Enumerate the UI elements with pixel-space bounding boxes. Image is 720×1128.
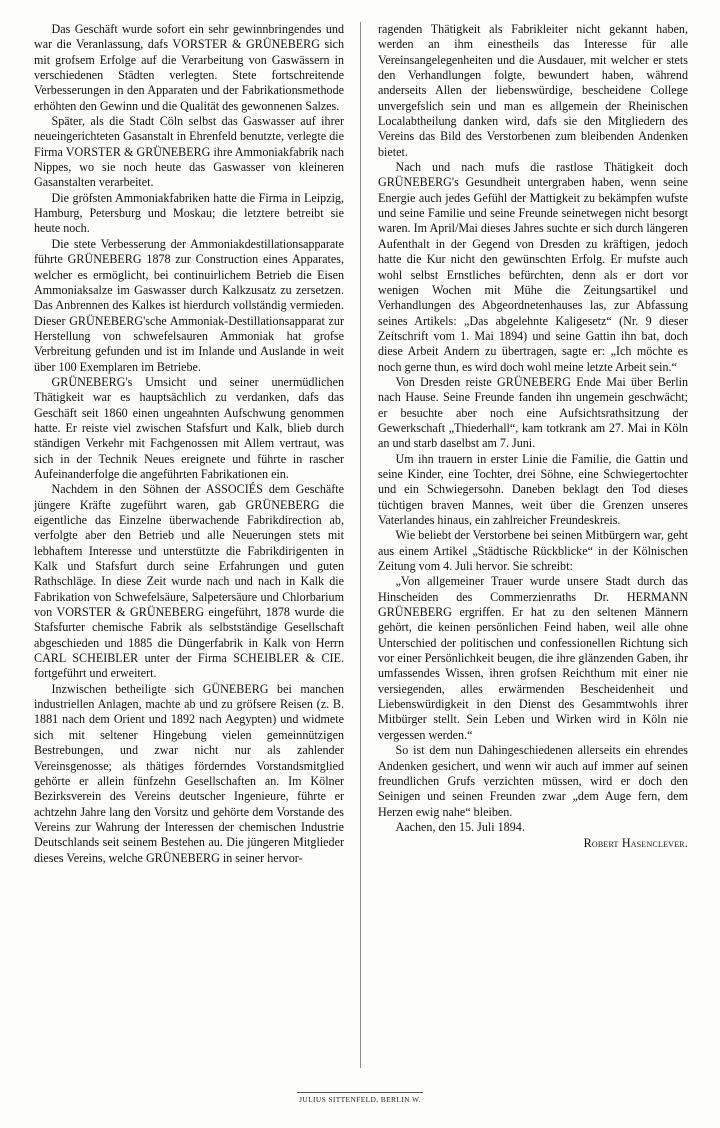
dateline: Aachen, den 15. Juli 1894. — [395, 819, 525, 834]
paragraph: Später, als die Stadt Cöln selbst das Gaswasser auf ihrer neueingerichteten Gasanstalt in Ehrenfeld benutzte, verlegte die Firma VORSTER & GRÜNEBERG ihre Ammoniakfabrik nach Nippes, wo sie noch heute das Gaswasser von kleineren Gasanstalten verarbeitet. — [34, 114, 344, 190]
footer-rule — [297, 1092, 423, 1093]
quotation-paragraph: „Von allgemeiner Trauer wurde unsere Stadt durch das Hinscheiden des Commerzienraths Dr. HERMANN GRÜNEBERG ergriffen. Er hat zu den seltenen Männern gehört, die keinen persönlichen Feind haben, weil alle ohne Unterschied der politischen und confessionellen Richtung sich vor einer Persönlichkeit beugen, die ihre glänzenden Gaben, ihr umfassendes Wissen, ihren grofsen Reichthum mit einer nie versiegenden, alles erwärmenden Bescheidenheit und Liebenswürdigkeit in den Dienst des Gesammtwohls ihrer Mitbürger stellt. Sein Leben und Wirken wird in Köln nie vergessen werden.“ — [378, 574, 688, 742]
paragraph: ragenden Thätigkeit als Fabrikleiter nicht gekannt haben, werden an ihm einestheils das Interesse für alle Vereinsangelegenheiten und die Ausdauer, mit welcher er stets den Verhandlungen folgte, bewundert haben, während anderseits Allen der liebenswürdige, bescheidene College unvergefslich sein und man es allgemein der Rheinischen Localabtheilung danken wird, dafs sie den Mitgliedern des Vereins das Bild des Verstorbenen zum bleibenden Andenken bietet. — [378, 22, 688, 159]
paragraph: GRÜNEBERG's Umsicht und seiner unermüdlichen Thätigkeit war es hauptsächlich zu verdanken, dafs das Geschäft seit 1860 einen ungeahnten Aufschwung genommen hatte. Er reiste viel zwischen Stafsfurt und Kalk, blieb durch ständigen Verkehr mit Fachgenossen mit Allem vertraut, was sich in der Technik Neues ereignete und führte in rascher Aufeinanderfolge die angeführten Fabrikationen ein. — [34, 374, 344, 481]
paragraph: Um ihn trauern in erster Linie die Familie, die Gattin und seine Kinder, eine Tochter, drei Söhne, eine Schwiegertochter und ein Schwiegersohn. Daneben beklagt den Tod dieses tüchtigen braven Mannes, weit über die Grenzen unseres Vaterlandes hinaus, ein zahlreicher Freundeskreis. — [378, 451, 688, 527]
paragraph: Nach und nach mufs die rastlose Thätigkeit doch GRÜNEBERG's Gesundheit untergraben haben, wenn seine Energie auch jedes Gefühl der Mattigkeit zu bekämpfen wufste und seine Familie und seine Freunde seinetwegen nicht besorgt waren. Im April/Mai dieses Jahres suchte er sich durch längeren Aufenthalt in der Gegend von Dresden zu kräftigen, jedoch hatte die Kur nicht den gewünschten Erfolg. Er mufste auch wohl selbst Ernstliches befürchten, denn als er dort vor wenigen Wochen mit Mühe die Zeitungsartikel und Verhandlungen des Abgeordnetenhauses las, zur Abfassung seines Artikels: „Das abgelehnte Kaligesetz“ (Nr. 9 dieser Zeitschrift vom 1. Mai 1894) und seine Gattin ihn bat, doch diese Arbeit Andern zu übertragen, sagte er: „Ich möchte es noch gerne thun, es wird doch wohl meine letzte Arbeit sein.“ — [378, 160, 688, 374]
signature: Robert Hasenclever. — [583, 836, 688, 851]
paragraph: So ist dem nun Dahingeschiedenen allerseits ein ehrendes Andenken gesichert, und wenn wir auch auf immer auf seinen freundlichen Grufs verzichten müssen, wird er doch den Seinigen und seinen Freunden zwar „dem Auge fern, dem Herzen ewig nahe“ bleiben. — [378, 743, 688, 819]
right-column — [361, 22, 688, 1068]
left-column — [34, 22, 361, 1068]
paragraph: Von Dresden reiste GRÜNEBERG Ende Mai über Berlin nach Hause. Seine Freunde fanden ihn ungemein geschwächt; er besuchte aber noch eine Aufsichtsrathsitzung der Gewerkschaft „Thiederhall“, kam totkrank am 27. Mai in Köln an und starb daselbst am 7. Juni. — [378, 374, 688, 451]
page-footer — [0, 1092, 720, 1104]
paragraph: Das Geschäft wurde sofort ein sehr gewinnbringendes und war die Veranlassung, dafs VORSTER & GRÜNEBERG sich mit grofsem Erfolge auf die Verarbeitung von Gaswässern in verschiedenen Städten verlegten. Stete fortschreitende Verbesserungen in den Apparaten und der Fabrikationsmethode erhöhten den Gewinn und die Qualität des gewonnenen Salzes. — [34, 22, 344, 113]
two-column-body — [34, 22, 688, 1068]
paragraph: Wie beliebt der Verstorbene bei seinen Mitbürgern war, geht aus einem Artikel „Städtische Rückblicke“ in der Kölnischen Zeitung vom 4. Juli hervor. Sie schreibt: — [378, 528, 688, 574]
printer-imprint: JULIUS SITTENFELD, BERLIN W. — [299, 1095, 421, 1104]
paragraph: Die stete Verbesserung der Ammoniakdestillationsapparate führte GRÜNEBERG 1878 zur Construction eines Apparates, welcher es ermöglicht, bei continuirlichem Betrieb die Eisen Ammoniaksalze im Gaswasser durch Kalkzusatz zu zersetzen. Das Anbrennen des Kalkes ist hierdurch vollständig vermieden. Dieser GRÜNEBERG'sche Ammoniak-Destillationsapparat zur Herstellung von schwefelsauren Ammoniak hat grofse Verbreitung gefunden und ist im Inlande und Auslande in weit über 100 Exemplaren im Betriebe. — [34, 236, 344, 374]
paragraph: Nachdem in den Söhnen der ASSOCIÉS dem Geschäfte jüngere Kräfte zugeführt waren, gab GRÜNEBERG die eigentliche das Einzelne überwachende Fabrikdirection ab, verfolgte aber den Betrieb und alle Neuerungen stets mit lebhaftem Interesse und unterstützte die Fabrikdirigenten in Kalk und Stafsfurt durch seine Erfahrungen und guten Rathschläge. In diese Zeit wurde nach und nach in Kalk die Fabrikation von Schwefelsäure, Salpetersäure und Chlorbarium von VORSTER & GRÜNEBERG eingeführt, 1878 wurde die Stafsfurter chemische Fabrik als selbstständige Gesellschaft abgeschieden und 1885 die Düngerfabrik in Kalk von Herrn CARL SCHEIBLER unter der Firma SCHEIBLER & CIE. fortgeführt und erweitert. — [34, 482, 344, 681]
paragraph: Die gröfsten Ammoniakfabriken hatte die Firma in Leipzig, Hamburg, Petersburg und Moskau; die letztere betreibt sie heute noch. — [34, 190, 344, 236]
paragraph: Inzwischen betheiligte sich GÜNEBERG bei manchen industriellen Anlagen, machte ab und zu gröfsere Reisen (z. B. 1881 nach dem Orient und 1892 nach Aegypten) und widmete sich mit seltener Hingebung vielen gemeinnützigen Bestrebungen, und zwar nicht nur als zahlender Vereinsgenosse; als thätiges förderndes Vorstandsmitglied gehörte er allein fünfzehn Gesellschaften an. Im Kölner Bezirksverein des Vereins deutscher Ingenieure, führte er achtzehn Jahre lang den Vorsitz und gehörte dem Vorstande des Vereins zur Wahrung der Interessen der chemischen Industrie Deutschlands seit seinem Bestehen au. Die jüngeren Mitglieder dieses Vereins, welche GRÜNEBERG in seiner hervor- — [34, 681, 344, 865]
